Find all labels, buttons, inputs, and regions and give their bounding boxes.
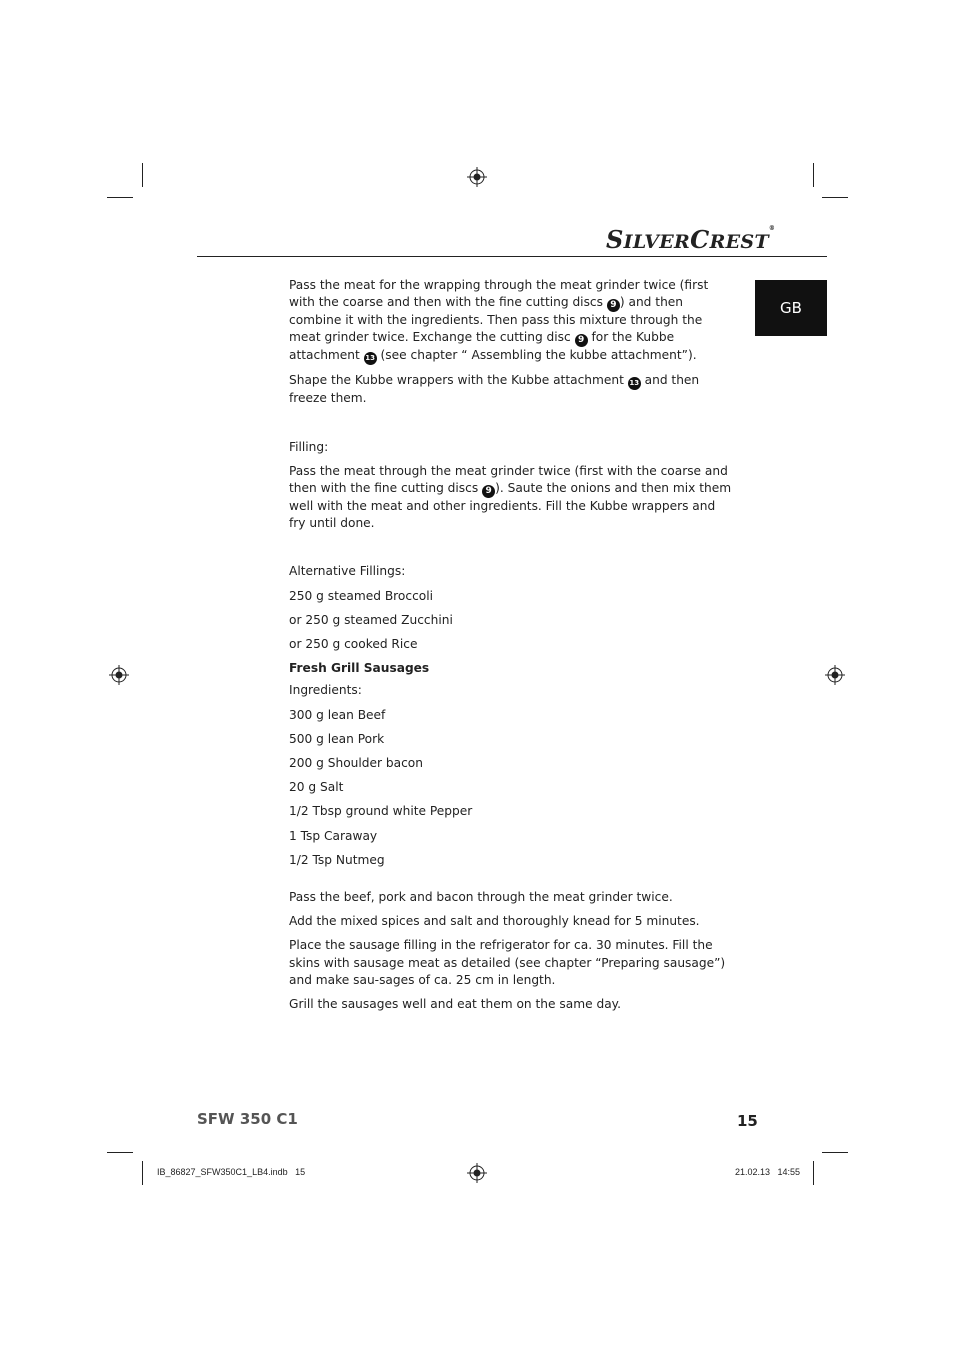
language-tab [755, 280, 827, 336]
registration-mark-icon [109, 665, 129, 685]
list-item: 1 Tsp Caraway [289, 828, 378, 843]
language-tab-label: GB [780, 299, 802, 317]
crop-mark [813, 1161, 814, 1185]
crop-mark [107, 197, 133, 198]
step-paragraph: Grill the sausages well and eat them on the same day. [289, 997, 622, 1012]
list-item: 20 g Salt [289, 780, 344, 795]
part-number-badge: 9 [607, 299, 620, 312]
page-number: 15 [737, 1112, 758, 1130]
part-number-badge: 13 [364, 352, 377, 365]
filling-label: Filling: [289, 439, 329, 454]
registration-mark-icon [467, 167, 487, 187]
list-item: 250 g steamed Broccoli [289, 588, 434, 603]
paragraph: Pass the meat for the wrapping through the meat grinder twice (first with the coarse and then with the fine cutting discs 9 ) and then combine it with the ingredients. Then pass this mixture through the meat grinder twice. Exchange the cutting disc 9 for the Kubbe attachment 13 (see chapter “ Assembling the kubbe attachment”). [289, 277, 734, 365]
print-slug-date: 21.02.13 14:55 [735, 1167, 801, 1177]
alternative-fillings-label: Alternative Fillings: [289, 564, 406, 579]
main-content [289, 277, 734, 1020]
ingredients-label: Ingredients: [289, 683, 362, 698]
registration-mark-icon [825, 665, 845, 685]
model-number: SFW 350 C1 [197, 1110, 298, 1128]
list-item: 1/2 Tsp Nutmeg [289, 852, 385, 867]
part-number-badge: 9 [575, 334, 588, 347]
paragraph: Pass the meat through the meat grinder twice (first with the coarse and then with the fine cutting discs 9 ). Saute the onions and then mix them well with the meat and other ingredients. Fill the Kubbe wrappers and fry until done. [289, 463, 732, 531]
crop-mark [142, 163, 143, 187]
part-number-badge: 13 [628, 377, 641, 390]
list-item: or 250 g cooked Rice [289, 637, 418, 652]
header-rule [197, 256, 827, 257]
crop-mark [822, 1152, 848, 1153]
crop-mark [822, 197, 848, 198]
list-item: 500 g lean Pork [289, 731, 385, 746]
brand-logo: SILVERCREST® [606, 225, 776, 254]
registration-mark-icon [467, 1163, 487, 1183]
paragraph: Shape the Kubbe wrappers with the Kubbe attachment 13 and then freeze them. [289, 373, 700, 406]
list-item: 200 g Shoulder bacon [289, 756, 423, 771]
crop-mark [107, 1152, 133, 1153]
part-number-badge: 9 [482, 485, 495, 498]
crop-mark [813, 163, 814, 187]
section-heading: Fresh Grill Sausages [289, 661, 430, 676]
list-item: 300 g lean Beef [289, 707, 386, 722]
step-paragraph: Place the sausage filling in the refrigerator for ca. 30 minutes. Fill the skins with sausage meat as detailed (see chapter “Preparing sausage”) and make sau-sages of ca. 25 cm in length. [289, 938, 726, 987]
crop-mark [142, 1161, 143, 1185]
list-item: or 250 g steamed Zucchini [289, 612, 453, 627]
step-paragraph: Pass the beef, pork and bacon through the meat grinder twice. [289, 890, 673, 905]
print-slug-file: IB_86827_SFW350C1_LB4.indb 15 [157, 1167, 306, 1177]
list-item: 1/2 Tbsp ground white Pepper [289, 804, 473, 819]
step-paragraph: Add the mixed spices and salt and thoroughly knead for 5 minutes. [289, 914, 700, 929]
